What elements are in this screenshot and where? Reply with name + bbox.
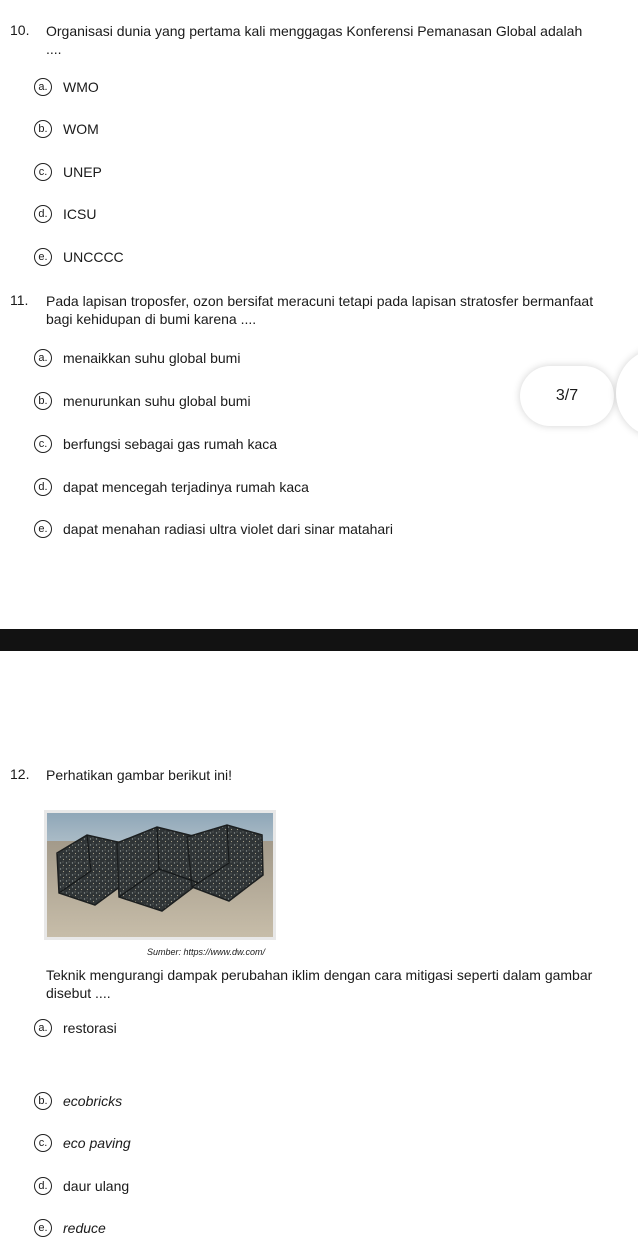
q12-option-e[interactable] <box>34 1218 106 1238</box>
question-12-prompt: Teknik mengurangi dampak perubahan iklim dengan cara mitigasi seperti dalam gambar disebut .... <box>46 967 593 1001</box>
page-indicator: 3/7 <box>520 366 614 426</box>
option-text: dapat menahan radiasi ultra violet dari sinar matahari <box>63 521 393 537</box>
option-text: reduce <box>63 1220 106 1236</box>
question-12-text: Perhatikan gambar berikut ini! <box>46 767 232 783</box>
option-letter-e: e. <box>34 1219 52 1237</box>
option-text: UNEP <box>63 164 102 180</box>
q12-option-d[interactable] <box>34 1176 129 1196</box>
eco-paving-photo <box>44 810 276 940</box>
page-divider <box>0 629 638 651</box>
q10-option-b[interactable] <box>34 119 99 139</box>
q10-option-d[interactable] <box>34 204 96 224</box>
option-letter-c: c. <box>34 163 52 181</box>
q11-option-c[interactable] <box>34 434 277 454</box>
option-letter-d: d. <box>34 478 52 496</box>
option-text: menurunkan suhu global bumi <box>63 393 251 409</box>
option-letter-d: d. <box>34 1177 52 1195</box>
option-text: WOM <box>63 121 99 137</box>
option-letter-e: e. <box>34 520 52 538</box>
question-11-text: Pada lapisan troposfer, ozon bersifat meracuni tetapi pada lapisan stratosfer bermanfaat bagi kehidupan di bumi karena .... <box>46 293 594 327</box>
q10-option-c[interactable] <box>34 162 102 182</box>
option-letter-a: a. <box>34 349 52 367</box>
question-12-number: 12. <box>10 766 30 782</box>
q11-option-a[interactable] <box>34 348 240 368</box>
option-letter-b: b. <box>34 1092 52 1110</box>
option-letter-e: e. <box>34 248 52 266</box>
q10-option-a[interactable] <box>34 77 99 97</box>
side-nav-button[interactable] <box>616 348 638 438</box>
option-text: restorasi <box>63 1020 117 1036</box>
option-text: menaikkan suhu global bumi <box>63 350 241 366</box>
q11-option-b[interactable] <box>34 391 251 411</box>
option-letter-d: d. <box>34 205 52 223</box>
option-text: dapat mencegah terjadinya rumah kaca <box>63 479 309 495</box>
option-text: ecobricks <box>63 1093 123 1109</box>
option-letter-c: c. <box>34 435 52 453</box>
option-text: UNCCCC <box>63 249 124 265</box>
question-11-number: 11. <box>10 292 29 308</box>
q11-option-d[interactable] <box>34 477 309 497</box>
image-source: Sumber: https://www.dw.com/ <box>147 947 266 957</box>
option-letter-a: a. <box>34 78 52 96</box>
option-text: berfungsi sebagai gas rumah kaca <box>63 436 278 452</box>
question-10-number: 10. <box>10 22 30 38</box>
option-letter-b: b. <box>34 120 52 138</box>
q12-option-b[interactable] <box>34 1091 122 1111</box>
question-10-ellipsis: .... <box>46 41 62 57</box>
option-letter-c: c. <box>34 1134 52 1152</box>
option-text: daur ulang <box>63 1178 130 1194</box>
question-10-text: Organisasi dunia yang pertama kali menggagas Konferensi Pemanasan Global adalah <box>46 23 583 39</box>
q10-option-e[interactable] <box>34 247 124 267</box>
q11-option-e[interactable] <box>34 519 393 539</box>
q12-option-c[interactable] <box>34 1133 131 1153</box>
q12-option-a[interactable] <box>34 1018 117 1038</box>
option-text: ICSU <box>63 206 97 222</box>
option-text: eco paving <box>63 1135 131 1151</box>
option-letter-b: b. <box>34 392 52 410</box>
option-text: WMO <box>63 79 99 95</box>
option-letter-a: a. <box>34 1019 52 1037</box>
